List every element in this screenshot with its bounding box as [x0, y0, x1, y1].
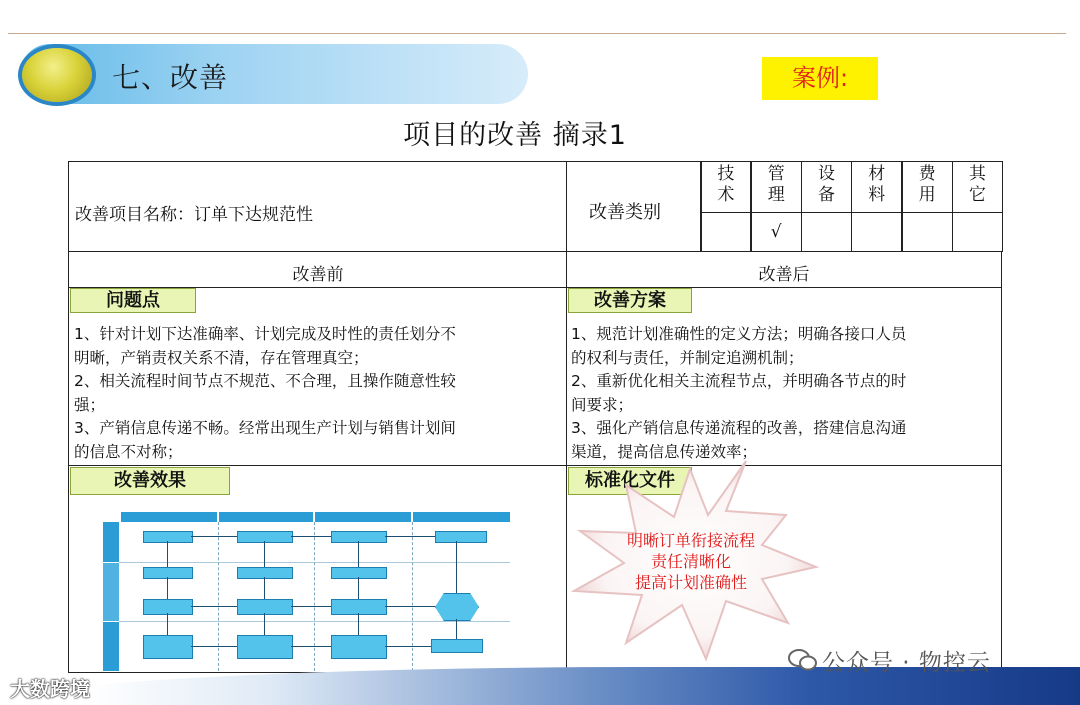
flow-connector [456, 619, 457, 639]
category-checkbox [901, 212, 953, 252]
flow-column-header [315, 512, 411, 522]
category-option: 其 它 [952, 161, 1004, 213]
project-name-label: 改善项目名称：订单下达规范性 [75, 205, 313, 225]
flowchart-image [103, 501, 510, 671]
flow-step-box [143, 531, 193, 543]
flow-decision-hexagon [435, 593, 479, 621]
project-name-cell [68, 161, 568, 253]
flow-step-box [237, 531, 293, 543]
before-heading: 改善前 [292, 265, 344, 285]
flow-connector [191, 536, 237, 537]
category-option: 材 料 [851, 161, 903, 213]
flow-connector [385, 606, 435, 607]
flow-connector [291, 646, 331, 647]
flow-lane-label [103, 622, 119, 671]
flow-connector [264, 613, 265, 635]
burst-line: 明晰订单衔接流程 [626, 531, 755, 550]
before-header-cell [68, 251, 568, 289]
flow-connector [191, 606, 237, 607]
flow-column-separator [218, 522, 220, 671]
case-label: 案例: [762, 57, 878, 100]
top-divider [8, 33, 1066, 34]
flow-step-box [237, 635, 293, 659]
category-checkbox [801, 212, 853, 252]
flow-step-box [331, 531, 387, 543]
category-label-cell [566, 161, 702, 253]
flow-connector [385, 536, 435, 537]
category-label: 改善类别 [589, 202, 661, 223]
flow-connector [264, 577, 265, 599]
after-heading: 改善后 [758, 265, 810, 285]
category-checkbox [700, 212, 752, 252]
solutions-tag: 改善方案 [568, 288, 692, 313]
problem-line: 2、相关流程时间节点不规范、不合理，且操作随意性较 [74, 372, 456, 390]
logo-watermark [10, 673, 90, 702]
effect-tag: 改善效果 [70, 467, 230, 495]
flow-lane-label [103, 522, 119, 562]
flow-step-box [143, 635, 193, 659]
category-checkbox: √ [750, 212, 802, 252]
category-option: 技 术 [700, 161, 752, 213]
banner-orb-icon [22, 48, 92, 102]
solution-line: 3、强化产销信息传递流程的改善，搭建信息沟通 [571, 419, 907, 437]
flow-connector [167, 541, 168, 567]
solution-line: 2、重新优化相关主流程节点，并明确各节点的时 [571, 372, 907, 390]
category-option: 设 备 [801, 161, 853, 213]
flow-step-box [431, 639, 483, 653]
solution-line: 渠道，提高信息传递效率； [571, 442, 758, 461]
flow-step-box [331, 599, 387, 615]
flow-column-header [219, 512, 313, 522]
problem-line: 3、产销信息传递不畅。经常出现生产计划与销售计划间 [74, 419, 456, 437]
wechat-icon [788, 648, 818, 672]
solutions-text [571, 323, 906, 464]
flow-step-box [435, 531, 487, 543]
page-title: 项目的改善 摘录1 [403, 120, 627, 151]
wechat-watermark: 公众号 · 物控云 [822, 650, 991, 676]
flow-step-box [143, 599, 193, 615]
logo-watermark-text: 大数跨境 [10, 677, 90, 701]
solution-line: 间要求； [571, 395, 634, 414]
problem-line: 1、针对计划下达准确率、计划完成及时性的责任划分不 [74, 325, 456, 343]
flow-connector [264, 541, 265, 567]
flow-connector [358, 541, 359, 567]
problems-text [74, 323, 456, 464]
flow-step-box [237, 599, 293, 615]
flow-connector [358, 613, 359, 635]
burst-line: 提高计划准确性 [634, 573, 747, 592]
section-banner [20, 44, 528, 104]
category-option: 管 理 [750, 161, 802, 213]
flow-step-box [237, 567, 293, 579]
flow-connector [167, 577, 168, 599]
burst-text [596, 530, 786, 593]
flow-connector [385, 646, 431, 647]
flow-step-box [143, 567, 193, 579]
after-header-cell [566, 251, 1002, 289]
flow-column-header [121, 512, 217, 522]
flow-step-box [331, 567, 387, 579]
flow-connector [291, 606, 331, 607]
flow-column-header [413, 512, 510, 522]
flow-connector [358, 577, 359, 599]
category-checkbox [952, 212, 1004, 252]
solution-line: 的权利与责任，并制定追溯机制； [571, 348, 804, 367]
standard-tag: 标准化文件 [568, 467, 692, 495]
section-title: 七、改善 [112, 61, 229, 94]
flow-connector [456, 541, 457, 593]
category-option: 费 用 [901, 161, 953, 213]
flow-column-separator [412, 522, 414, 671]
problems-tag: 问题点 [70, 288, 196, 313]
flow-connector [191, 646, 237, 647]
problem-line: 的信息不对称； [74, 442, 183, 461]
category-checkbox [851, 212, 903, 252]
solution-line: 1、规范计划准确性的定义方法；明确各接口人员 [571, 325, 907, 343]
flow-connector [291, 536, 331, 537]
flow-step-box [331, 635, 387, 659]
burst-line: 责任清晰化 [650, 552, 731, 571]
flow-connector [167, 613, 168, 635]
problem-line: 明晰，产销责权关系不清，存在管理真空； [74, 348, 369, 367]
flow-lane-label [103, 563, 119, 621]
flowchart-header-strip [103, 501, 510, 512]
flow-column-separator [314, 522, 316, 671]
problem-line: 强； [74, 395, 106, 414]
